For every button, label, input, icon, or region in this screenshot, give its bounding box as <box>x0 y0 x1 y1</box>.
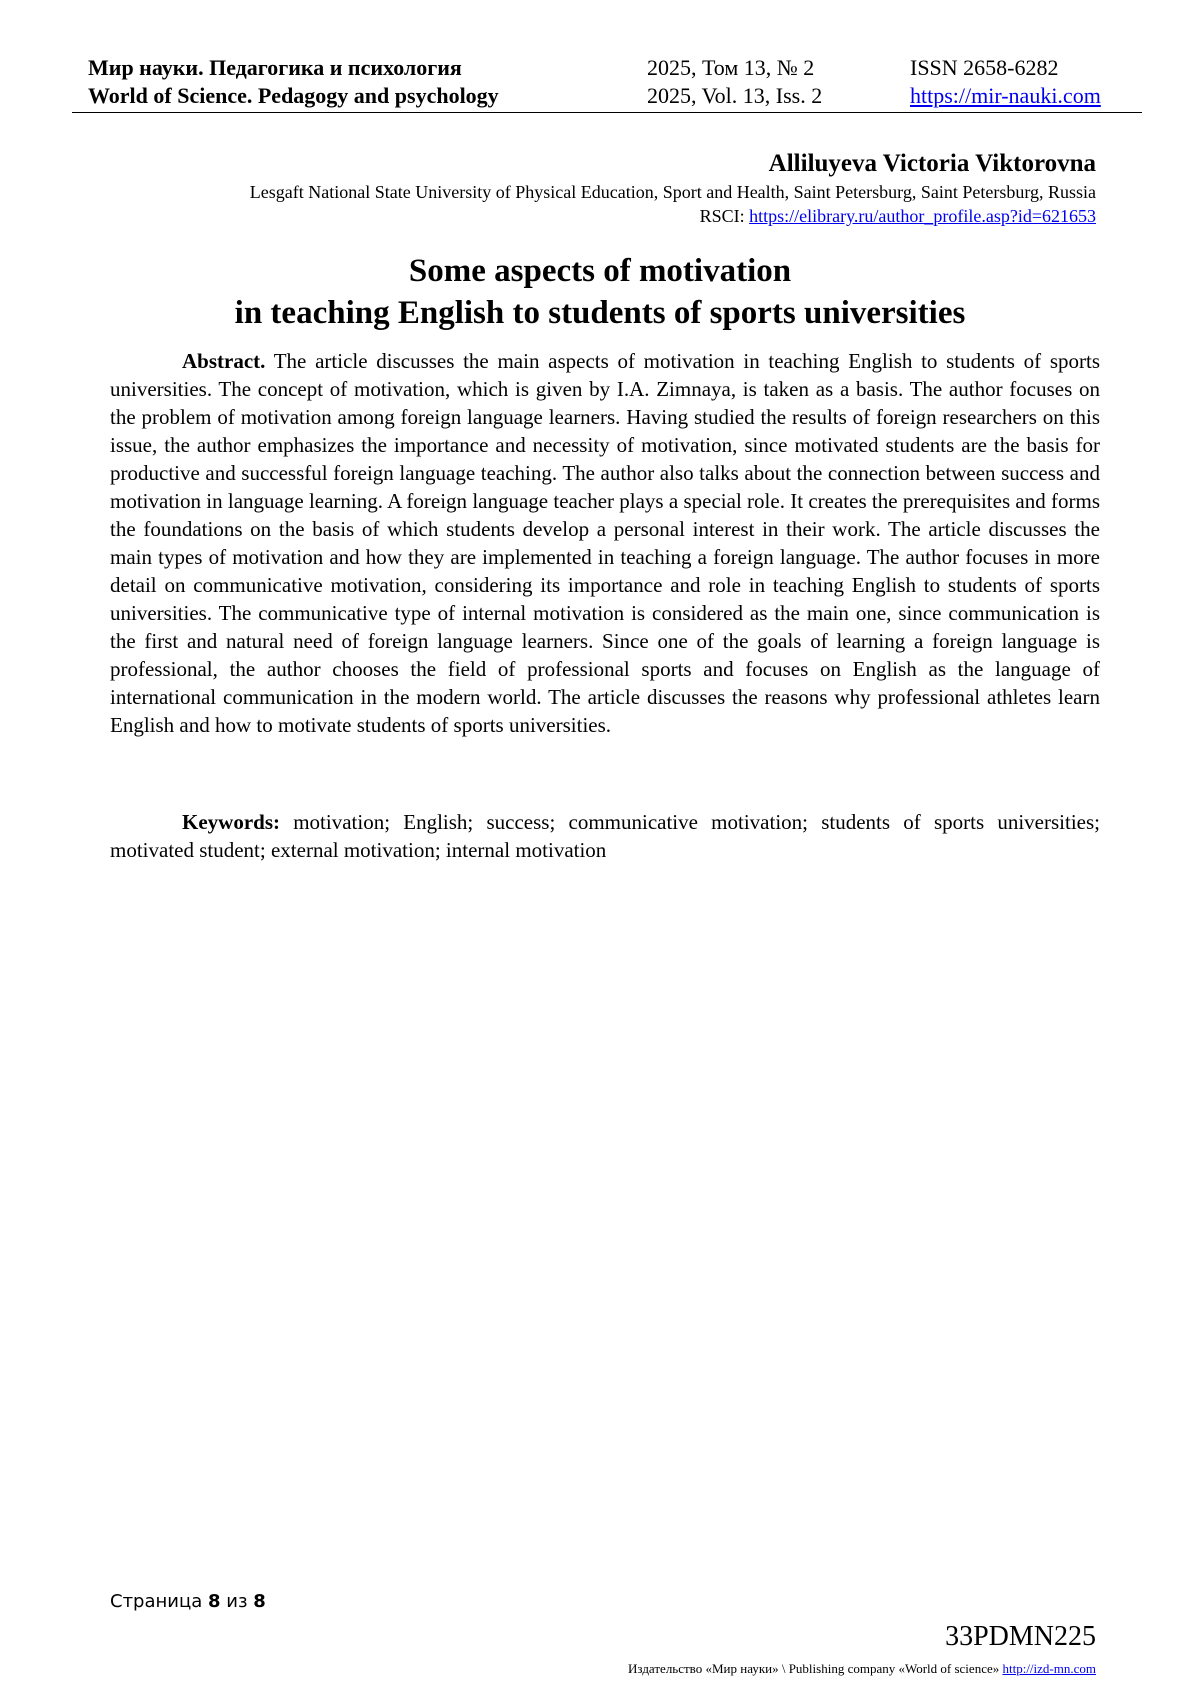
issn-block <box>910 54 1101 110</box>
abstract <box>110 347 1100 739</box>
publisher-link[interactable]: http://izd-mn.com <box>1002 1661 1096 1676</box>
rsci-link[interactable]: https://elibrary.ru/author_profile.asp?id=621653 <box>749 206 1096 226</box>
page-counter <box>110 1590 266 1614</box>
keywords-text: motivation; English; success; communicative motivation; students of sports universities; motivated student; external motivation; internal motivation <box>110 810 1100 862</box>
publisher-line <box>628 1660 1096 1678</box>
journal-title-ru: Мир науки. Педагогика и психология <box>88 55 462 80</box>
article-title <box>100 250 1100 334</box>
journal-site-link[interactable]: https://mir-nauki.com <box>910 83 1101 108</box>
article-title-line-1: Some aspects of motivation <box>408 253 792 289</box>
page-total: 8 <box>253 1591 266 1612</box>
author-block <box>96 148 1096 228</box>
page-current: 8 <box>208 1591 221 1612</box>
issue-block <box>647 54 822 110</box>
issue-en: 2025, Vol. 13, Iss. 2 <box>647 83 823 108</box>
keywords <box>110 808 1100 864</box>
publisher-text: Издательство «Мир науки» \ Publishing company «World of science» <box>628 1661 1000 1676</box>
journal-title-block <box>88 54 499 110</box>
keywords-label: Keywords: <box>182 810 280 834</box>
issn: ISSN 2658-6282 <box>910 55 1059 80</box>
rsci-label: RSCI: <box>699 206 745 226</box>
rsci-line <box>96 204 1096 228</box>
author-name: Alliluyeva Victoria Viktorovna <box>768 150 1096 177</box>
journal-header <box>72 54 1142 113</box>
journal-title-en: World of Science. Pedagogy and psychology <box>88 83 499 108</box>
article-title-line-2: in teaching English to students of sports universities <box>234 295 966 331</box>
page-prefix: Страница <box>110 1591 203 1612</box>
issue-ru: 2025, Том 13, № 2 <box>647 55 815 80</box>
abstract-text: The article discusses the main aspects of motivation in teaching English to students of sports universities. The concept of motivation, which is given by I.A. Zimnaya, is taken as a basis. The author focuses on the problem of motivation among foreign language learners. Having studied the results of foreign researchers on this issue, the author emphasizes the importance and necessity of motivation, since motivated students are the basis for productive and successful foreign language teaching. The author also talks about the connection between success and motivation in language learning. A foreign language teacher plays a special role. It creates the prerequisites and forms the foundations on the basis of which students develop a personal interest in their work. The article discusses the main types of motivation and how they are implemented in teaching a foreign language. The author focuses in more detail on communicative motivation, considering its importance and role in teaching English to students of sports universities. The communicative type of internal motivation is considered as the main one, since communication is the first and natural need of foreign language learners. Since one of the goals of learning a foreign language is professional, the author chooses the field of professional sports and focuses on English as the language of international communication in the modern world. The article discusses the reasons why professional athletes learn English and how to motivate students of sports universities. <box>110 349 1101 737</box>
page-mid: из <box>226 1591 248 1612</box>
author-affiliation: Lesgaft National State University of Physical Education, Sport and Health, Saint Petersburg, Saint Petersburg, Russia <box>249 182 1096 202</box>
abstract-label: Abstract. <box>182 349 266 373</box>
article-code: 33PDMN225 <box>945 1621 1096 1652</box>
